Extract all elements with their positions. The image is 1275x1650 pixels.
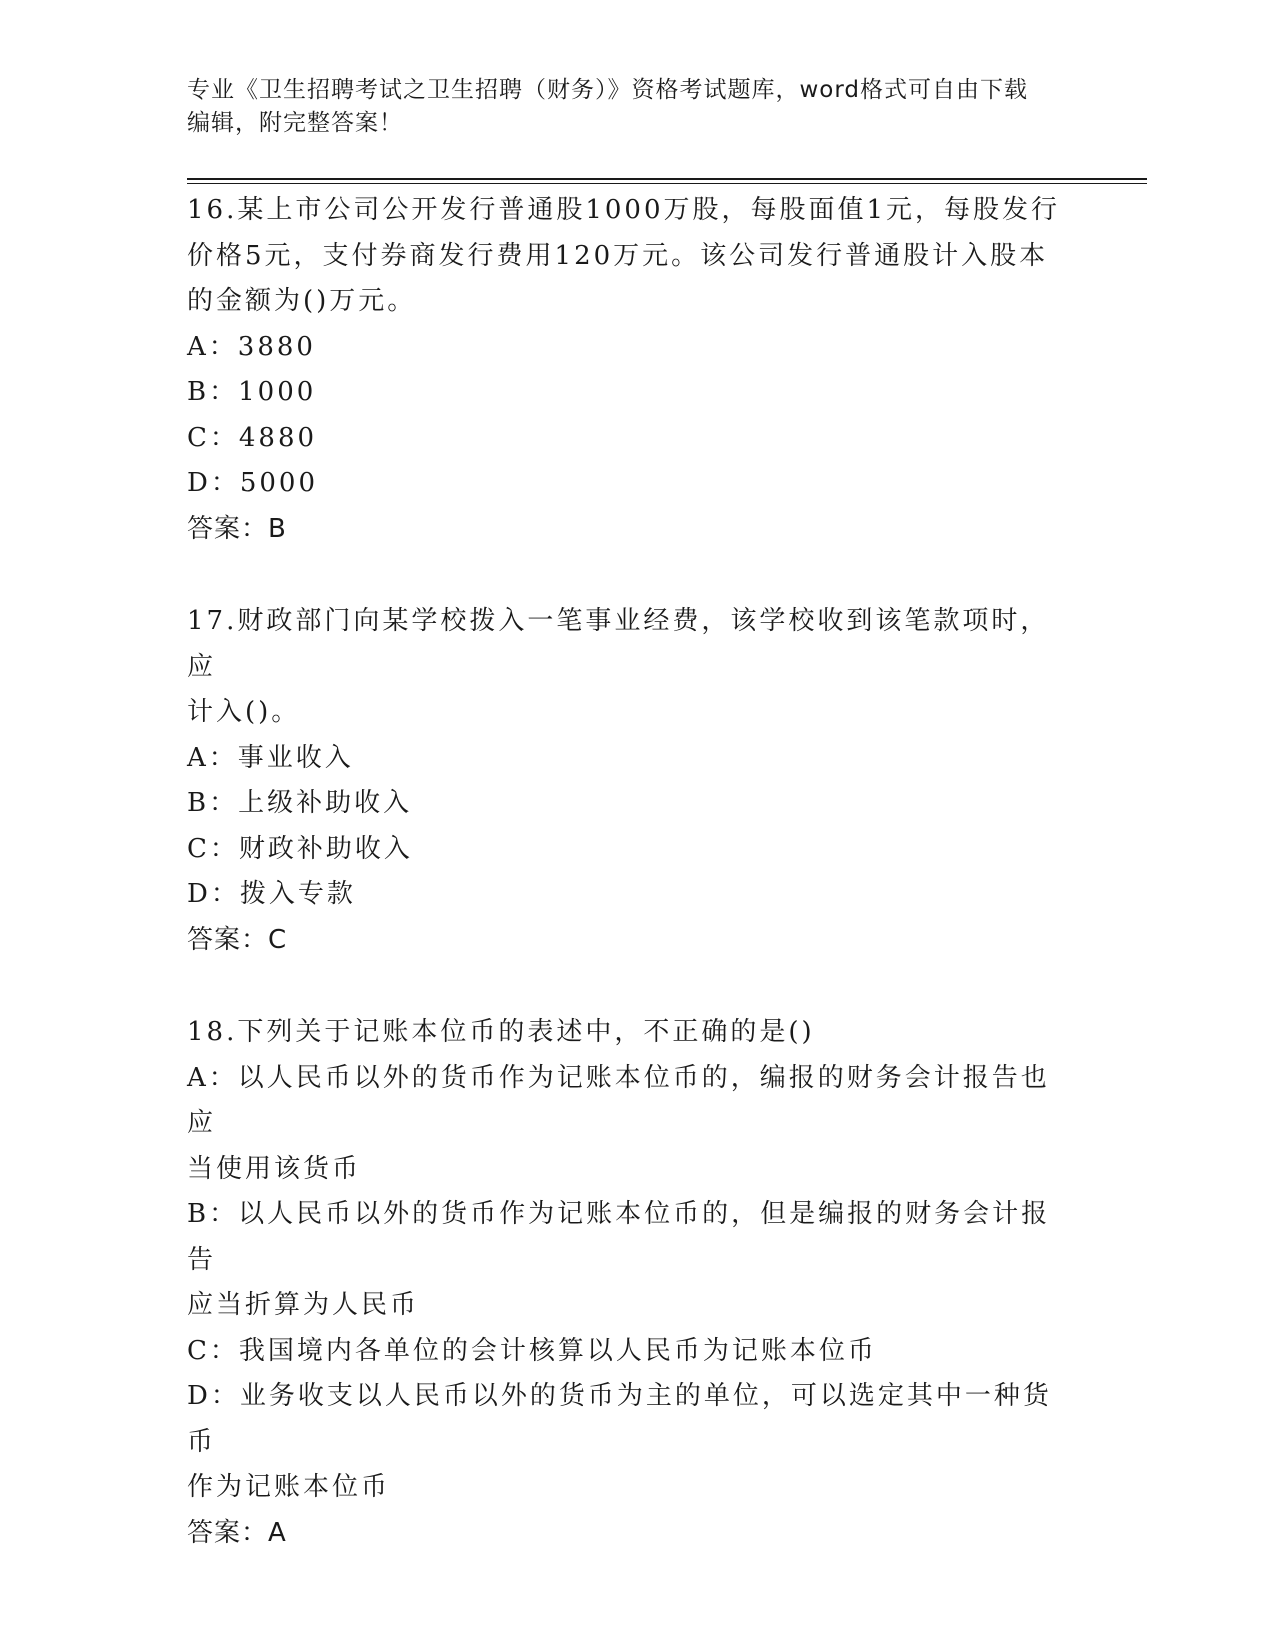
answer-label: 答案：C — [187, 924, 288, 955]
question-stem-line: 17.财政部门向某学校拨入一笔事业经费，该学校收到该笔款项时，应 — [187, 606, 1050, 682]
question-list — [187, 188, 1077, 1603]
question-18 — [187, 1010, 1077, 1556]
option-a: A：以人民币以外的货币作为记账本位币的，编报的财务会计报告也应 — [187, 1062, 1050, 1138]
option-b: B：以人民币以外的货币作为记账本位币的，但是编报的财务会计报告 — [187, 1199, 1051, 1275]
question-17 — [187, 599, 1077, 963]
question-16 — [187, 188, 1077, 552]
header-divider-thin — [187, 183, 1147, 184]
option-b: B：上级补助收入 — [187, 788, 413, 818]
answer-label: 答案：B — [187, 513, 287, 544]
option-b: B：1000 — [187, 377, 317, 407]
question-stem-line: 价格5元，支付券商发行费用120万元。该公司发行普通股计入股本 — [187, 240, 1049, 271]
header-divider-thick — [187, 178, 1147, 180]
option-d: D：业务收支以人民币以外的货币为主的单位，可以选定其中一种货币 — [187, 1381, 1052, 1457]
option-b-continued: 应当折算为人民币 — [187, 1290, 420, 1320]
question-stem-line: 18.下列关于记账本位币的表述中，不正确的是() — [187, 1017, 815, 1047]
answer-label: 答案：A — [187, 1517, 287, 1548]
option-c: C：4880 — [187, 422, 318, 453]
option-d-continued: 作为记账本位币 — [187, 1472, 391, 1502]
option-a-continued: 当使用该货币 — [187, 1153, 362, 1184]
option-c: C：财政补助收入 — [187, 833, 413, 864]
question-stem-line: 16.某上市公司公开发行普通股1000万股，每股面值1元，每股发行 — [187, 195, 1061, 225]
option-d: D：拨入专款 — [187, 879, 356, 909]
document-header — [187, 74, 1087, 140]
option-c: C：我国境内各单位的会计核算以人民币为记账本位币 — [187, 1335, 877, 1366]
question-stem-line: 计入()。 — [187, 697, 301, 727]
header-line-1: 专业《卫生招聘考试之卫生招聘（财务）》资格考试题库，word格式可自由下载 — [187, 77, 1029, 103]
header-line-2: 编辑，附完整答案！ — [187, 110, 403, 136]
option-a: A：3880 — [187, 331, 316, 362]
option-a: A：事业收入 — [187, 742, 354, 773]
option-d: D：5000 — [187, 468, 319, 498]
question-stem-line: 的金额为()万元。 — [187, 286, 417, 316]
